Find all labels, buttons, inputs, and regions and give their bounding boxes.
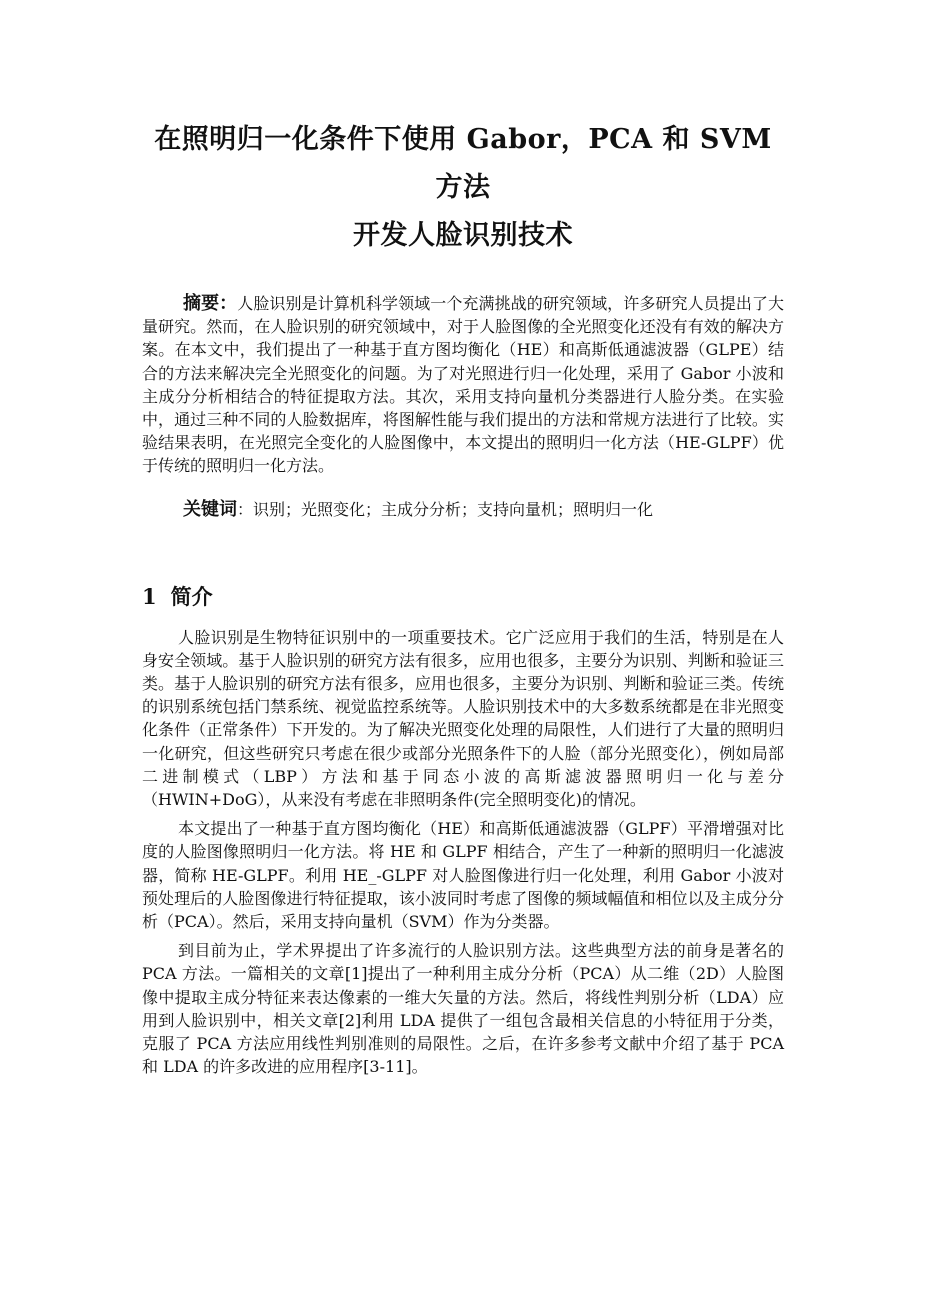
- section-paragraph-3: 到目前为止，学术界提出了许多流行的人脸识别方法。这些典型方法的前身是著名的 PCA 方法。一篇相关的文章[1]提出了一种利用主成分分析（PCA）从二维（2D）人脸图像中提取主成分特征来表达像素的一维大矢量的方法。然后，将线性判别分析（LDA）应用到人脸识别中，相关文章[2]利用 LDA 提供了一组包含最相关信息的小特征用于分类，克服了 PCA 方法应用线性判别准则的局限性。之后，在许多参考文献中介绍了基于 PCA 和 LDA 的许多改进的应用程序[3-11]。: [142, 941, 784, 1077]
- section-title: 简介: [170, 583, 213, 609]
- paper-title: [142, 0, 784, 260]
- keywords-text: ：识别；光照变化；主成分分析；支持向量机；照明归一化: [237, 499, 654, 519]
- paper-title-line-1: 在照明归一化条件下使用 Gabor，PCA 和 SVM 方法: [154, 124, 772, 203]
- abstract-label: 摘要：: [183, 293, 238, 314]
- abstract: [142, 292, 784, 478]
- abstract-text: 人脸识别是计算机科学领域一个充满挑战的研究领域，许多研究人员提出了大量研究。然而，在人脸识别的研究领域中，对于人脸图像的全光照变化还没有有效的解决方案。在本文中，我们提出了一种基于直方图均衡化（HE）和高斯低通滤波器（GLPE）结合的方法来解决完全光照变化的问题。为了对光照进行归一化处理，采用了 Gabor 小波和主成分分析相结合的特征提取方法。其次，采用支持向量机分类器进行人脸分类。在实验中，通过三种不同的人脸数据库，将图解性能与我们提出的方法和常规方法进行了比较。实验结果表明，在光照完全变化的人脸图像中，本文提出的照明归一化方法（HE-GLPF）优于传统的照明归一化方法。: [142, 294, 784, 476]
- section-number: 1: [142, 583, 157, 609]
- section-heading: [142, 582, 784, 612]
- paper-title-line-2: 开发人脸识别技术: [353, 220, 573, 251]
- keywords-label: 关键词: [183, 498, 237, 520]
- section-paragraph-2: 本文提出了一种基于直方图均衡化（HE）和高斯低通滤波器（GLPF）平滑增强对比度的人脸图像照明归一化方法。将 HE 和 GLPF 相结合，产生了一种新的照明归一化滤波器，简称 HE-GLPF。利用 HE_-GLPF 对人脸图像进行归一化处理，利用 Gabor 小波对预处理后的人脸图像进行特征提取，该小波同时考虑了图像的频域幅值和相位以及主成分分析（PCA）。然后，采用支持向量机（SVM）作为分类器。: [142, 819, 784, 932]
- section-paragraph-1: 人脸识别是生物特征识别中的一项重要技术。它广泛应用于我们的生活，特别是在人身安全领域。基于人脸识别的研究方法有很多，应用也很多，主要分为识别、判断和验证三类。基于人脸识别的研究方法有很多，应用也很多，主要分为识别、判断和验证三类。传统的识别系统包括门禁系统、视觉监控系统等。人脸识别技术中的大多数系统都是在非光照变化条件（正常条件）下开发的。为了解决光照变化处理的局限性，人们进行了大量的照明归一化研究，但这些研究只考虑在很少或部分光照条件下的人脸（部分光照变化），例如局部二进制模式（LBP）方法和基于同态小波的高斯滤波器照明归一化与差分（HWIN+DoG），从来没有考虑在非照明条件(完全照明变化)的情况。: [142, 627, 784, 810]
- keywords: [142, 498, 784, 522]
